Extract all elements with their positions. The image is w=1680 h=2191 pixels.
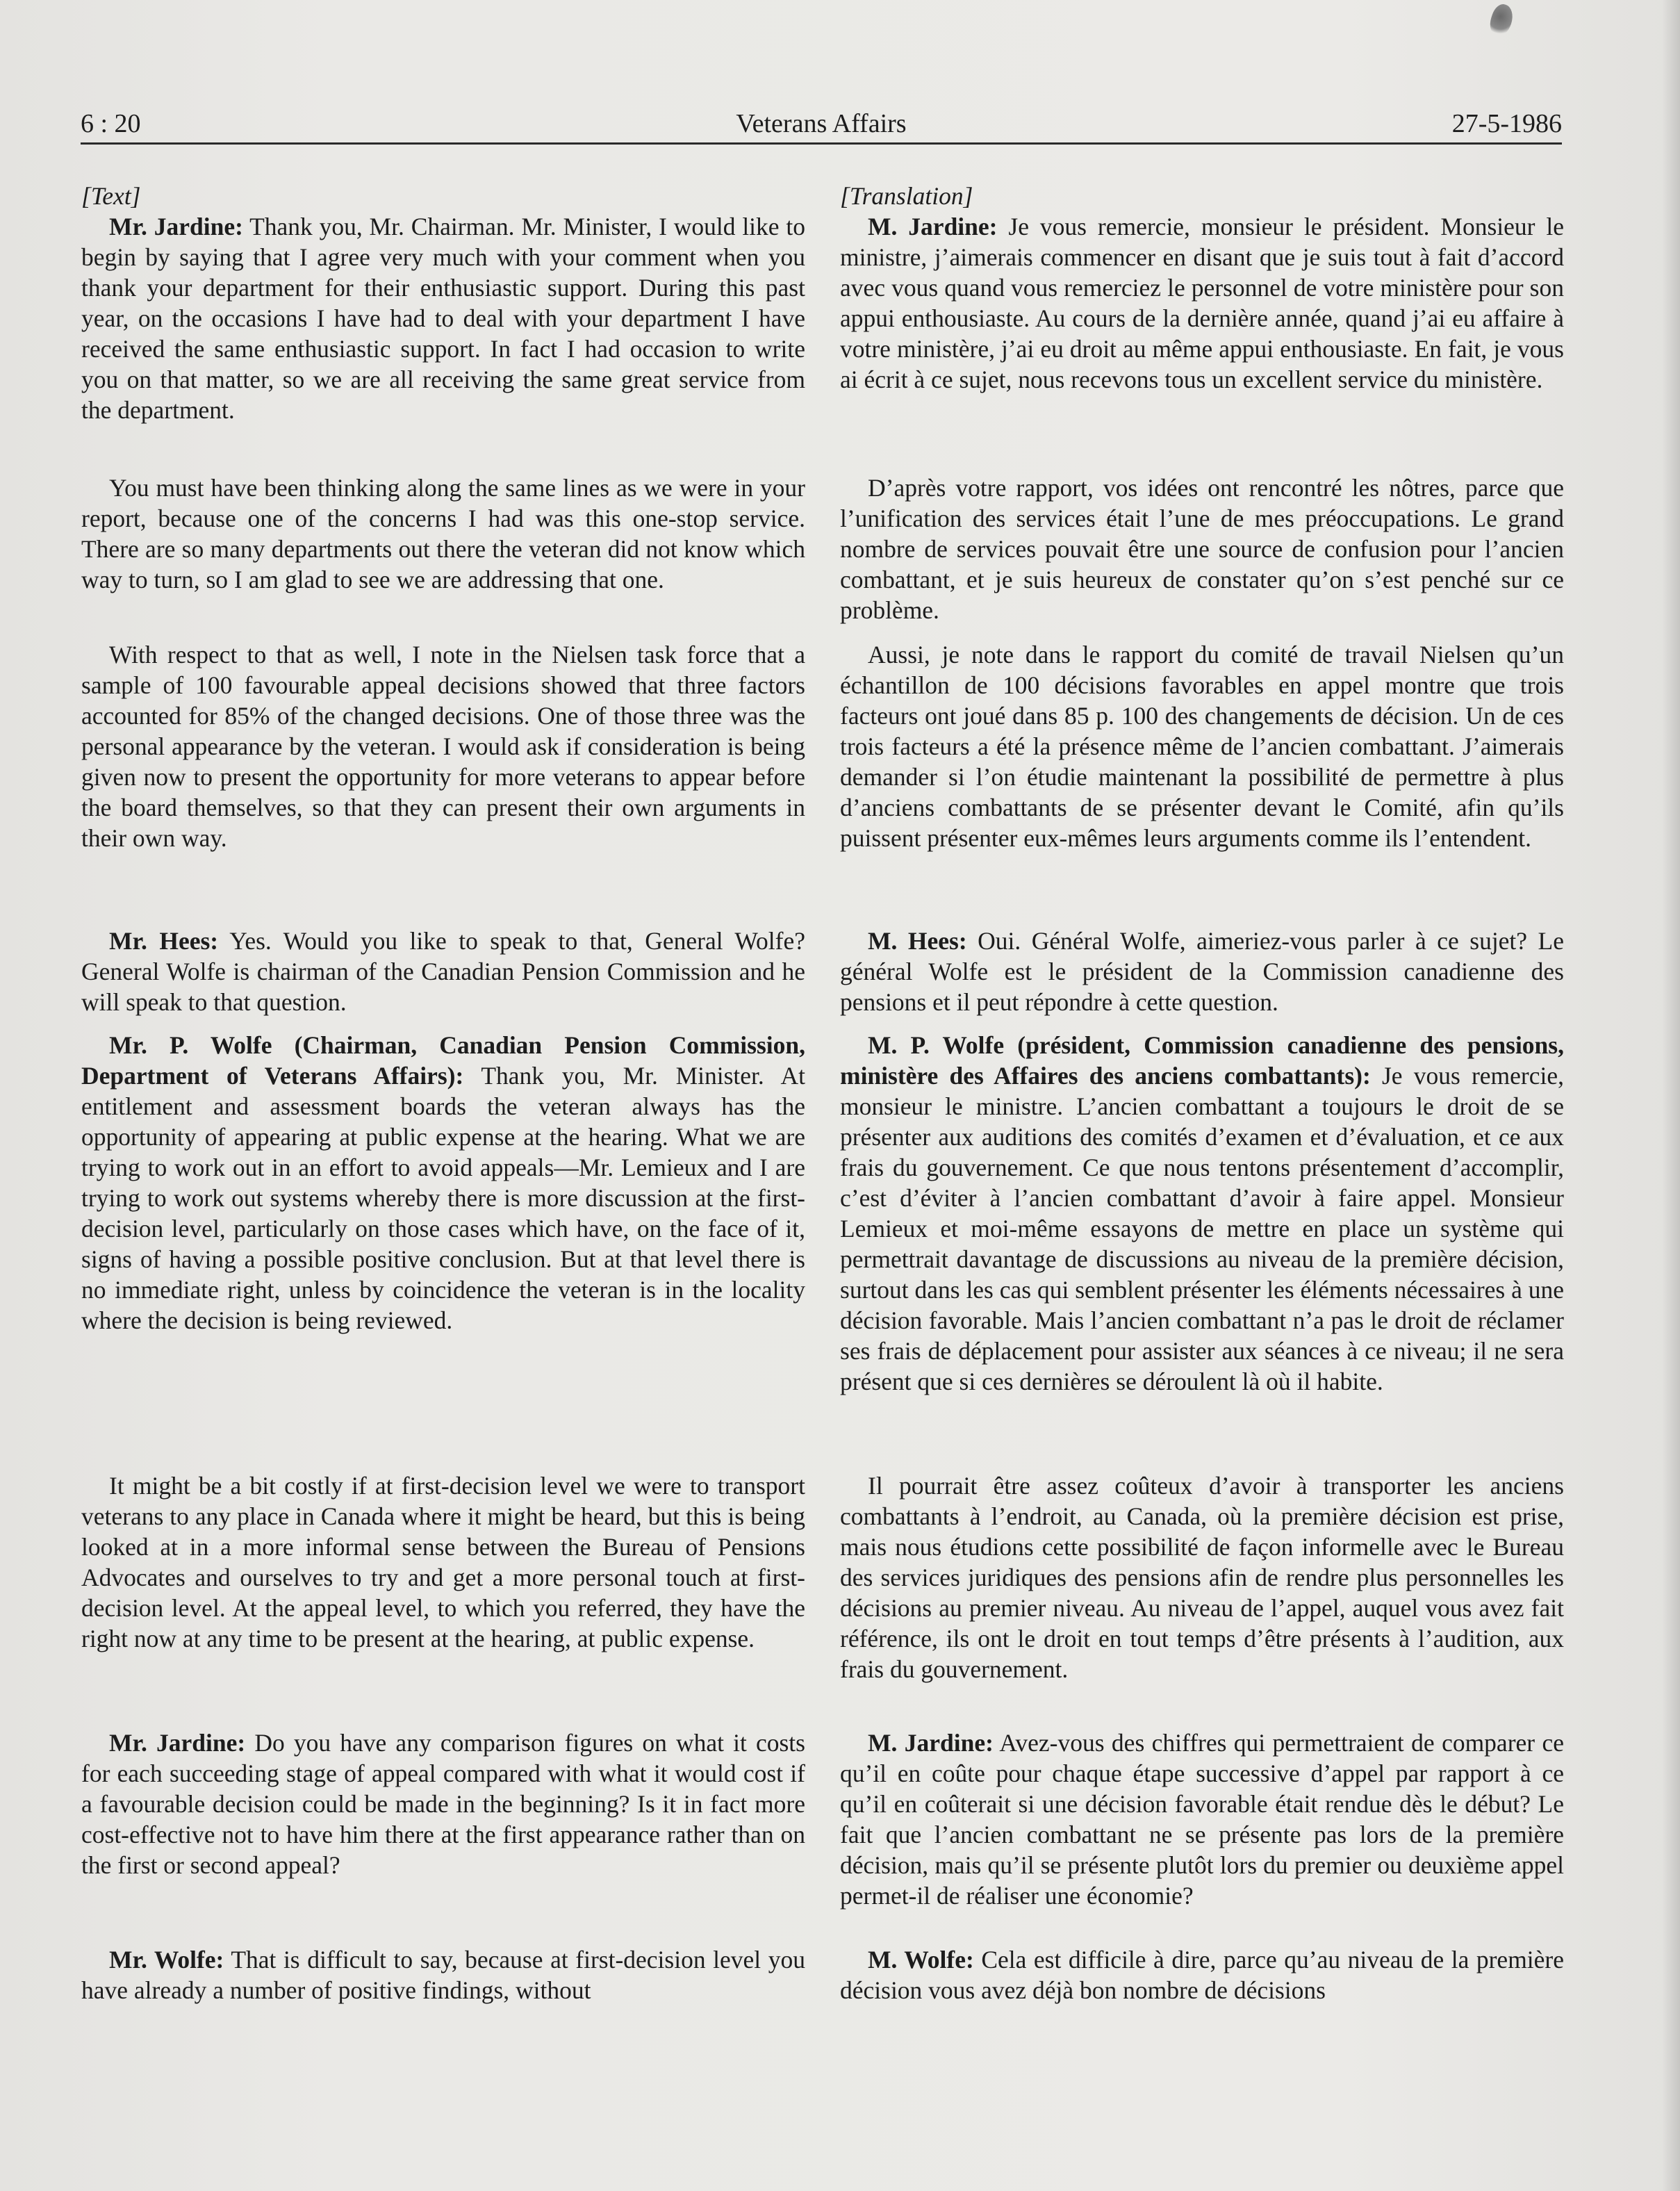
paragraph-text: Je vous remercie, monsieur le ministre. L’ancien combattant a toujours le droit de se présenter aux auditions des comités d’examen et d’évaluation, et ce aux frais du gouvernement. Ce que nous tentons présentement d’accomplir, c’est d’éviter à l’ancien combattant d’avoir à faire appel. Monsieur Lemieux et moi-même essayons de mettre en place un système qui permettrait davantage de discussions au niveau de la première décision, surtout dans les cas qui semblent présenter les éléments nécessaires à une décision favorable. Mais l’ancien combattant n’a pas le droit de réclamer ses frais de déplacement pour assister aux séances à ce niveau; il ne sera présent que si ces dernières se déroulent là où il habite. bbox=[840, 1062, 1564, 1395]
text-label: [Text] bbox=[81, 182, 141, 210]
paragraph-text: Thank you, Mr. Chairman. Mr. Minister, I would like to begin by saying that I agree very much with your comment when you thank your department for their enthusiastic support. During this past year, on the occasions I have had to deal with your department I have received the same enthusiastic support. In fact I had occasion to write you on that matter, so we are all receiving the same great service from the department. bbox=[81, 213, 805, 424]
paragraph-text: Avez-vous des chiffres qui permettraient de comparer ce qu’il en coûte pour chaque étape successive d’appel par rapport à ce qu’il en coûterait si une décision favorable était rendue dès le début? Le fait que l’ancien combattant ne se présente pas lors de la première décision, mais qu’il se présente plutôt lors du premier ou deuxième appel permet-il de réaliser une économie? bbox=[840, 1729, 1564, 1910]
speaker-name: M. P. Wolfe (président, Commission canadienne des pensions, ministère des Affaires des anciens combattants): bbox=[840, 1031, 1564, 1090]
paragraph-jardine-2 bbox=[81, 1728, 805, 1880]
speaker-name: Mr. Hees: bbox=[109, 927, 219, 955]
paragraph-text: That is difficult to say, because at first-decision level you have already a number of positive findings, without bbox=[81, 1946, 805, 2004]
paragraph-wolfe-3 bbox=[81, 1944, 805, 2005]
speaker-name: M. Wolfe: bbox=[868, 1946, 974, 1973]
paragraph-wolfe-1-fr bbox=[840, 1030, 1564, 1397]
paragraph-jardine-1-fr bbox=[840, 211, 1564, 395]
paragraph-hees-fr bbox=[840, 926, 1564, 1017]
paragraph-text: It might be a bit costly if at first-decision level we were to transport veterans to any place in Canada where it might be heard, but this is being looked at in a more informal sense between the Bureau of Pensions Advocates and ourselves to try and get a more personal touch at first-decision level. At the appeal level, to which you referred, they have the right now at any time to be present at the hearing, at public expense. bbox=[81, 1472, 805, 1652]
paragraph-text: With respect to that as well, I note in the Nielsen task force that a sample of 100 favourable appeal decisions showed that three factors accounted for 85% of the changed decisions. One of those three was the personal appearance by the veteran. I would ask if consideration is being given now to present the opportunity for more veterans to appear before the board themselves, so that they can present their own arguments in their own way. bbox=[81, 641, 805, 852]
issue-date: 27-5-1986 bbox=[1451, 109, 1562, 138]
paragraph-one-stop bbox=[81, 473, 805, 595]
paragraph-text: Il pourrait être assez coûteux d’avoir à transporter les anciens combattants à l’endroit, au Canada, où la première décision est prise, mais nous étudions cette possibilité de façon informelle avec le Bureau des services juridiques des pensions afin de rendre plus personnelles les décisions au premier niveau. Au niveau de l’appel, auquel vous avez fait référence, ils ont le droit en tout temps d’être présents à l’audition, aux frais du gouvernement. bbox=[840, 1472, 1564, 1683]
paragraph-jardine-2-fr bbox=[840, 1728, 1564, 1911]
paragraph-nielsen-fr bbox=[840, 639, 1564, 853]
header-rule bbox=[81, 142, 1562, 145]
paragraph-hees bbox=[81, 926, 805, 1017]
speaker-name: Mr. Wolfe: bbox=[109, 1946, 224, 1973]
paragraph-wolfe-1 bbox=[81, 1030, 805, 1336]
paragraph-wolfe-2-fr bbox=[840, 1470, 1564, 1684]
speaker-name: M. Jardine: bbox=[868, 1729, 994, 1757]
page-edge-shadow bbox=[1662, 0, 1680, 2191]
paragraph-text: Cela est difficile à dire, parce qu’au niveau de la première décision vous avez déjà bon nombre de décisions bbox=[840, 1946, 1565, 2004]
paragraph-text: D’après votre rapport, vos idées ont rencontré les nôtres, parce que l’unification des services était l’une de mes préoccupations. Le grand nombre de services pouvait être une source de confusion pour l’ancien combattant, et je suis heureux de constater qu’on s’est penché sur ce problème. bbox=[840, 474, 1564, 624]
paragraph-text: You must have been thinking along the same lines as we were in your report, because one of the concerns I had was this one-stop service. There are so many departments out there the veteran did not know which way to turn, so I am glad to see we are addressing that one. bbox=[81, 474, 805, 593]
paragraph-wolfe-3-fr bbox=[840, 1944, 1564, 2005]
paragraph-wolfe-2 bbox=[81, 1470, 805, 1654]
speaker-name: Mr. Jardine: bbox=[109, 1729, 246, 1757]
page-number: 6 : 20 bbox=[81, 109, 141, 138]
speaker-name: Mr. P. Wolfe (Chairman, Canadian Pension Commission, Department of Veterans Affairs): bbox=[81, 1031, 805, 1090]
paragraph-text: Aussi, je note dans le rapport du comité de travail Nielsen qu’un échantillon de 100 décisions favorables en appel montre que trois facteurs ont joué dans 85 p. 100 des changements de décision. Un de ces trois facteurs a été la présence même de l’ancien combattant. J’aimerais demander si l’on étudie maintenant la possibilité de permettre à plus d’anciens combattants de se présenter devant le Comité, afin qu’ils puissent présenter eux-mêmes leurs arguments comme ils l’entendent. bbox=[840, 641, 1564, 852]
ink-smudge bbox=[1487, 1, 1517, 38]
translation-label: [Translation] bbox=[840, 182, 973, 210]
paragraph-jardine-1 bbox=[81, 211, 805, 425]
running-title: Veterans Affairs bbox=[736, 109, 907, 138]
paragraph-text: Do you have any comparison figures on what it costs for each succeeding stage of appeal compared with what it would cost if a favourable decision could be made in the beginning? Is it in fact more cost-effective not to have him there at the first appearance rather than on the first or second appeal? bbox=[81, 1729, 805, 1879]
speaker-name: M. Hees: bbox=[868, 927, 967, 955]
paragraph-text: Yes. Would you like to speak to that, General Wolfe? General Wolfe is chairman of the Canadian Pension Commission and he will speak to that question. bbox=[81, 927, 805, 1016]
speaker-name: Mr. Jardine: bbox=[109, 213, 243, 240]
paragraph-nielsen bbox=[81, 639, 805, 853]
paragraph-text: Thank you, Mr. Minister. At entitlement and assessment boards the veteran always has the opportunity of appearing at public expense at the hearing. What we are trying to work out in an effort to avoid appeals—Mr. Lemieux and I are trying to work out systems whereby there is more discussion at the first-decision level, particularly on those cases which have, on the face of it, signs of having a possible positive conclusion. But at that level there is no immediate right, unless by coincidence the veteran is in the locality where the decision is being reviewed. bbox=[81, 1062, 806, 1334]
running-header bbox=[81, 106, 1562, 143]
paragraph-text: Je vous remercie, monsieur le président. Monsieur le ministre, j’aimerais commencer en disant que je suis tout à fait d’accord avec vous quand vous remerciez le personnel de votre ministère pour son appui enthousiaste. Au cours de la dernière année, quand j’ai eu affaire à votre ministère, j’ai eu droit au même appui enthousiaste. En fait, je vous ai écrit à ce sujet, nous recevons tous un excellent service du ministère. bbox=[840, 213, 1564, 393]
paragraph-text: Oui. Général Wolfe, aimeriez-vous parler à ce sujet? Le général Wolfe est le président de la Commission canadienne des pensions et il peut répondre à cette question. bbox=[840, 927, 1564, 1016]
paragraph-unification-fr bbox=[840, 473, 1564, 625]
speaker-name: M. Jardine: bbox=[868, 213, 998, 240]
